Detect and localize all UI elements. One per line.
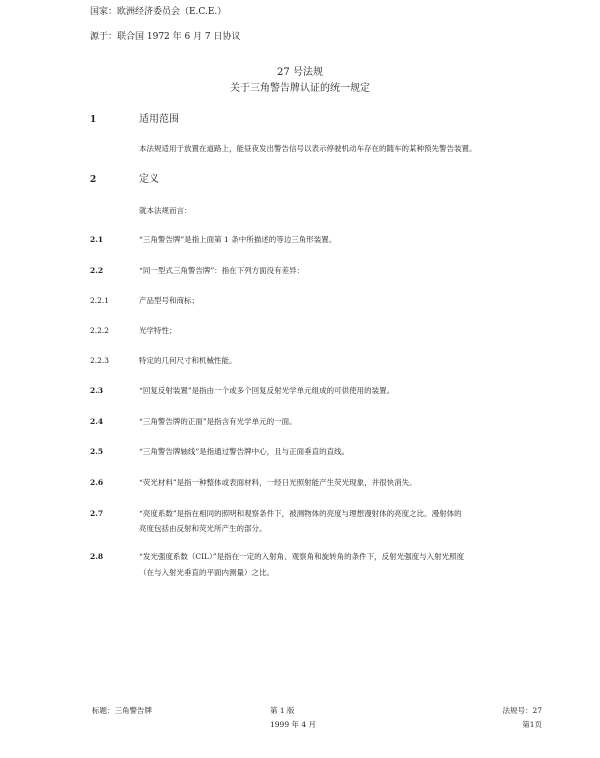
clause-2-1-text: “三角警告牌”是指上面第 1 条中所描述的等边三角形装置。 xyxy=(139,235,337,244)
clause-2-2-text: “同一型式三角警告牌”：指在下列方面没有差异： xyxy=(139,266,305,275)
clause-2-5-number: 2.5 xyxy=(90,447,104,456)
clause-2-4-text: “三角警告牌的正面”是指含有光学单元的一面。 xyxy=(139,417,297,426)
regulation-title: 关于三角警告牌认证的统一规定 xyxy=(230,83,370,94)
clause-2-3-text: “回复反射装置”是指由一个或多个回复反射光学单元组成的可供使用的装置。 xyxy=(139,386,395,395)
section-1-text: 本法规适用于放置在道路上，能昼夜发出警告信号以表示停驶机动车存在的随车的某种预先警告装置。 xyxy=(139,144,477,153)
clause-2-2-1-text: 产品型号和商标； xyxy=(139,296,199,305)
section-2-number: 2 xyxy=(90,175,97,185)
clause-2-1-number: 2.1 xyxy=(90,235,104,244)
section-2-intro: 就本法规而言： xyxy=(139,206,192,215)
clause-2-7-text-line1: “亮度系数”是指在相同的照明和观察条件下，被测物体的亮度与理想漫射体的亮度之比。漫射体的 xyxy=(139,509,462,518)
clause-2-7-number: 2.7 xyxy=(90,509,104,518)
clause-2-2-number: 2.2 xyxy=(90,266,104,275)
section-1-number: 1 xyxy=(90,115,97,125)
clause-2-6-text: “荧光材料”是指一种整体或表面材料，一经日光照射能产生荧光现象，并很快消失。 xyxy=(139,478,417,487)
footer-regulation-number: 法规号：27 xyxy=(502,706,542,715)
section-1-heading: 适用范围 xyxy=(139,114,179,125)
clause-2-6-number: 2.6 xyxy=(90,478,104,487)
clause-2-5-text: “三角警告牌轴线”是指通过警告牌中心，且与正面垂直的直线。 xyxy=(139,447,350,456)
header-source: 源于：联合国 1972 年 6 月 7 日协议 xyxy=(90,32,241,42)
footer-date: 1999 年 4 月 xyxy=(270,720,317,729)
clause-2-2-2-number: 2.2.2 xyxy=(90,326,110,335)
footer-subject: 标题：三角警告牌 xyxy=(92,706,152,715)
header-country: 国家：欧洲经济委员会（E.C.E.） xyxy=(90,7,227,17)
clause-2-2-3-text: 特定的几何尺寸和机械性能。 xyxy=(139,356,237,365)
clause-2-8-text-line1: “发光强度系数（CIL）”是指在一定的入射角、观察角和旋转角的条件下，反射光强度与入射光照度 xyxy=(139,552,465,561)
footer-edition: 第 1 版 xyxy=(270,706,295,715)
clause-2-4-number: 2.4 xyxy=(90,417,104,426)
regulation-number-title: 27 号法规 xyxy=(277,67,323,78)
clause-2-8-number: 2.8 xyxy=(90,552,104,561)
section-2-heading: 定义 xyxy=(139,174,159,185)
footer-page-number: 第1页 xyxy=(522,720,542,729)
clause-2-2-1-number: 2.2.1 xyxy=(90,296,110,305)
clause-2-2-2-text: 光学特性； xyxy=(139,326,177,335)
clause-2-3-number: 2.3 xyxy=(90,386,104,395)
clause-2-2-3-number: 2.2.3 xyxy=(90,356,110,365)
clause-2-8-text-line2: （在与入射光垂直的平面内测量）之比。 xyxy=(139,568,274,577)
clause-2-7-text-line2: 亮度包括由反射和荧光所产生的部分。 xyxy=(139,524,267,533)
